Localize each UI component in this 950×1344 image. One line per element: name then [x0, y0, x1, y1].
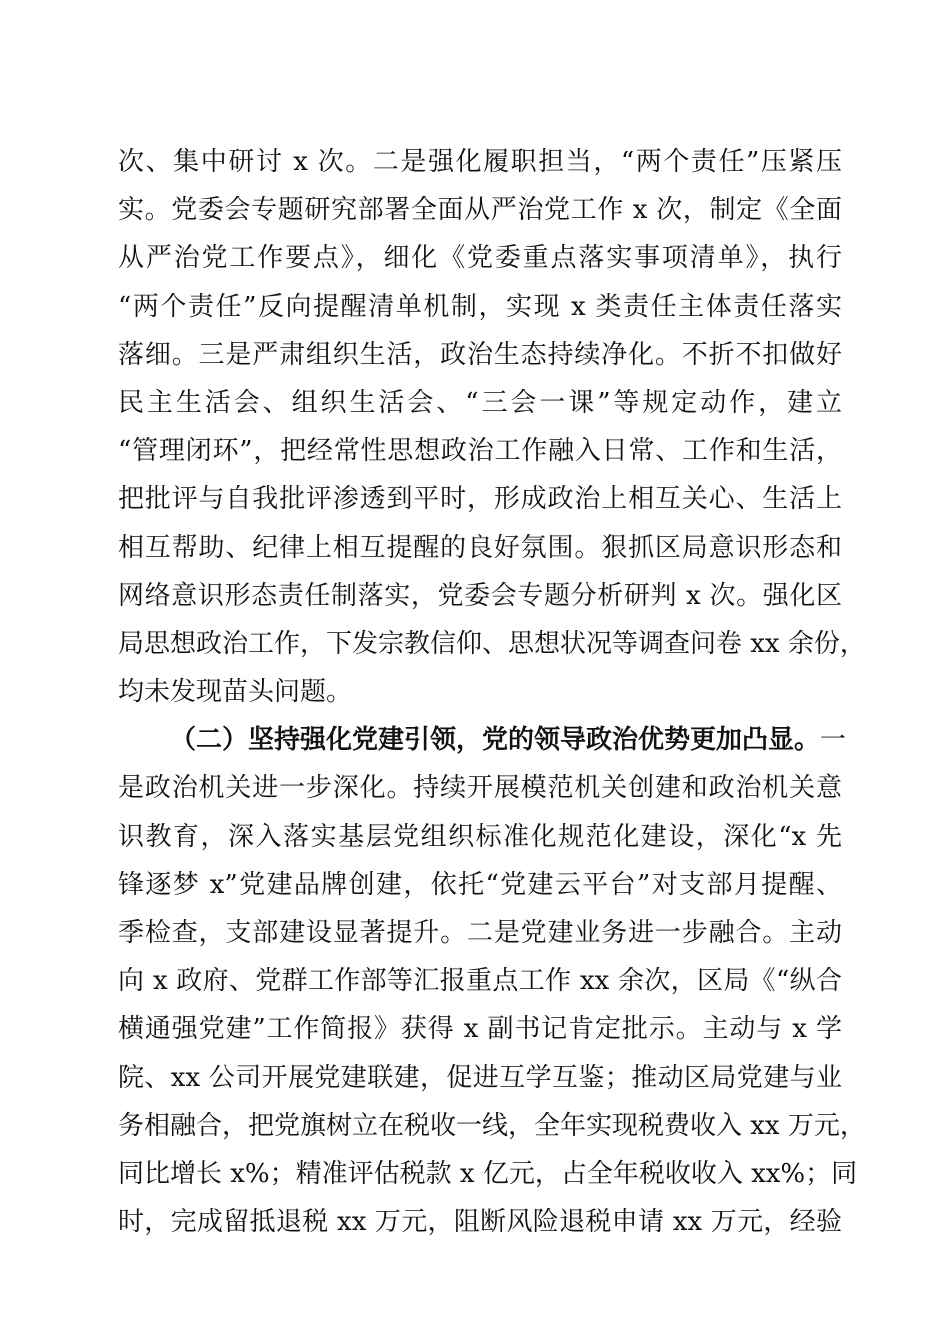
text-line: 从严治党工作要点》，细化《党委重点落实事项清单》，执行: [118, 243, 842, 274]
text-line: 向 x 政府、党群工作部等汇报重点工作 xx 余次，区局《“纵合: [118, 966, 842, 997]
text-line: 同比增长 x%；精准评估税款 x 亿元，占全年税收收入 xx%；同: [118, 1158, 858, 1189]
text-line: 务相融合，把党旗树立在税收一线，全年实现税费收入 xx 万元，: [118, 1110, 866, 1141]
text-line: 相互帮助、纪律上相互提醒的良好氛围。狠抓区局意识形态和: [118, 532, 842, 563]
text-line: 是政治机关进一步深化。持续开展模范机关创建和政治机关意: [118, 773, 842, 804]
text-line: “两个责任”反向提醒清单机制，实现 x 类责任主体责任落实: [118, 291, 842, 322]
text-line: 网络意识形态责任制落实，党委会专题分析研判 x 次。强化区: [118, 580, 842, 611]
text-line: 把批评与自我批评渗透到平时，形成政治上相互关心、生活上: [118, 484, 842, 515]
text-line: 局思想政治工作，下发宗教信仰、思想状况等调查问卷 xx 余份，: [118, 628, 866, 659]
text-line: 时，完成留抵退税 xx 万元，阻断风险退税申请 xx 万元，经验: [118, 1207, 842, 1238]
paragraph-1: [118, 138, 866, 716]
heading-line-rest: 一: [820, 725, 847, 756]
text-line: 民主生活会、组织生活会、“三会一课”等规定动作，建立: [118, 387, 842, 418]
paragraph-2: [118, 716, 866, 1246]
section-heading: （二）坚持强化党建引领，党的领导政治优势更加凸显。: [170, 725, 821, 756]
text-line: 识教育，深入落实基层党组织标准化规范化建设，深化“x 先: [118, 821, 842, 852]
text-line: “管理闭环”，把经常性思想政治工作融入日常、工作和生活，: [118, 436, 842, 467]
text-line: 横通强党建”工作简报》获得 x 副书记肯定批示。主动与 x 学: [118, 1014, 842, 1045]
body-text: [118, 138, 866, 1246]
text-line: 落细。三是严肃组织生活，政治生态持续净化。不折不扣做好: [118, 339, 842, 370]
text-line: 均未发现苗头问题。: [118, 677, 353, 708]
text-line: 季检查，支部建设显著提升。二是党建业务进一步融合。主动: [118, 918, 842, 948]
section-heading-line: [118, 716, 847, 764]
text-line: 次、集中研讨 x 次。二是强化履职担当，“两个责任”压紧压: [118, 147, 842, 177]
text-line: 实。党委会专题研究部署全面从严治党工作 x 次，制定《全面: [118, 195, 842, 226]
text-line: 院、xx 公司开展党建联建，促进互学互鉴；推动区局党建与业: [118, 1062, 842, 1093]
text-line: 锋逐梦 x”党建品牌创建，依托“党建云平台”对支部月提醒、: [118, 869, 842, 900]
